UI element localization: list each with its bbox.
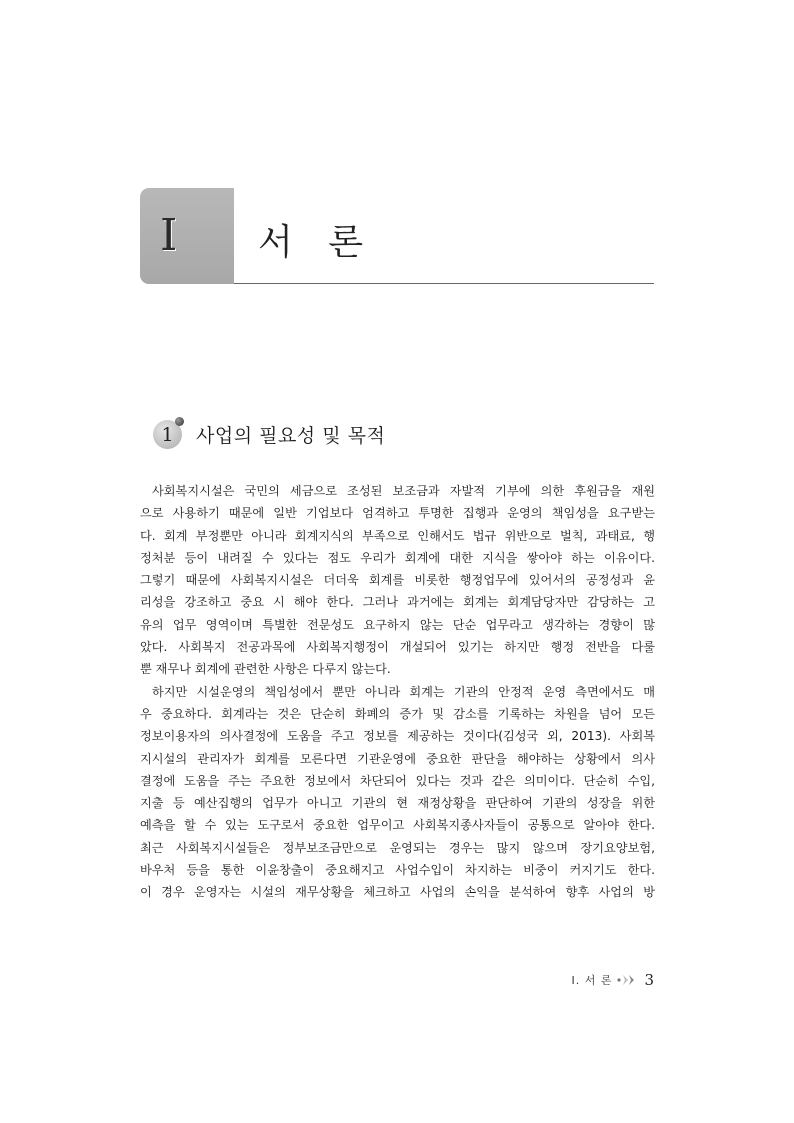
body-line: 지출 등 예산집행의 업무가 아니고 기관의 현 재정상황을 판단하여 기관의 성장을 위한 [140, 796, 655, 811]
section-number: 1 [161, 424, 174, 446]
body-line: 바우처 등을 통한 이윤창출이 중요해지고 사업수입이 차지하는 비중이 커지기도 한다. [140, 863, 655, 878]
body-line: 정처분 등이 내려질 수 있다는 점도 우리가 회계에 대한 지식을 쌓아야 하는 이유이다. [140, 550, 655, 565]
chapter-number: Ⅰ [160, 210, 178, 261]
body-line: 뿐 재무나 회계에 관련한 사항은 다루지 않는다. [140, 662, 391, 677]
body-line: 우 중요하다. 회계라는 것은 단순히 화폐의 증가 및 감소를 기록하는 차원을 넘어 모든 [140, 706, 655, 721]
body-line: 정보이용자의 의사결정에 도움을 주고 정보를 제공하는 것이다(김성국 외, 2013). 사회복 [140, 729, 655, 744]
body-line: 리성을 강조하고 중요 시 해야 한다. 그러나 과거에는 회계는 회계담당자만 감당하는 고 [140, 595, 655, 610]
section-number-badge-icon [153, 420, 182, 449]
chapter-divider [234, 283, 654, 284]
section-title: 사업의 필요성 및 목적 [196, 425, 386, 447]
body-line: 지시설의 관리자가 회계를 모른다면 기관운영에 중요한 판단을 해야하는 상황에서 의사 [140, 751, 655, 766]
body-text [140, 480, 655, 904]
body-line: 그렇기 때문에 사회복지시설은 더더욱 회계를 비롯한 행정업무에 있어서의 공정성과 윤 [140, 573, 655, 588]
body-line: 결정에 도움을 주는 주요한 정보에서 차단되어 있다는 것과 같은 의미이다. 단순히 수입, [140, 773, 655, 788]
chapter-title: 서 론 [258, 222, 375, 263]
body-line: 최근 사회복지시설들은 정부보조금만으로 운영되는 경우는 많지 않으며 장기요양보험, [140, 840, 655, 855]
footer-chapter-label: Ⅰ. 서 론 [571, 974, 613, 987]
chapter-number-block [140, 188, 234, 284]
body-line: 으로 사용하기 때문에 일반 기업보다 엄격하고 투명한 집행과 운영의 책임성을 요구받는 [140, 506, 655, 521]
double-chevron-right-icon [616, 974, 638, 986]
body-line: 다. 회계 부정뿐만 아니라 회계지식의 부족으로 인해서도 법규 위반으로 벌칙, 과태료, 행 [140, 528, 655, 543]
body-line: 이 경우 운영자는 시설의 재무상황을 체크하고 사업의 손익을 분석하여 향후 사업의 방 [140, 885, 655, 900]
body-line: 예측을 할 수 있는 도구로서 중요한 업무이고 사회복지종사자들이 공통으로 알아야 한다. [140, 818, 655, 833]
section-heading [153, 420, 385, 449]
body-line: 았다. 사회복지 전공과목에 사회복지행정이 개설되어 있기는 하지만 행정 전반을 다룰 [140, 640, 655, 655]
body-line: 사회복지시설은 국민의 세금으로 조성된 보조금과 자발적 기부에 의한 후원금을 재원 [152, 484, 655, 498]
page-number: 3 [644, 971, 654, 989]
badge-dot-icon [175, 417, 184, 426]
page-footer [571, 971, 654, 989]
body-line: 유의 업무 영역이며 특별한 전문성도 요구하지 않는 단순 업무라고 생각하는 경향이 많 [140, 617, 655, 632]
body-line: 하지만 시설운영의 책임성에서 뿐만 아니라 회계는 기관의 안정적 운영 측면에서도 매 [152, 684, 655, 699]
